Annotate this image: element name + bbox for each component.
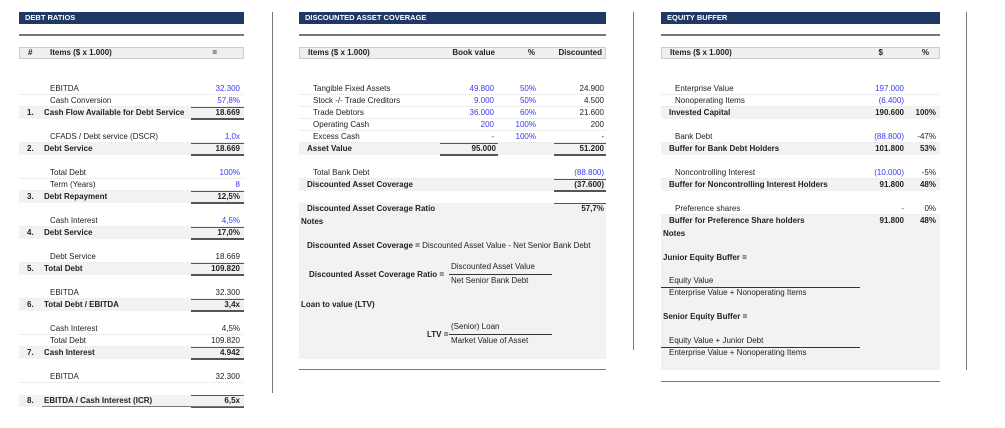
discounted-value: 200 (590, 120, 604, 129)
usd-value: 197.000 (875, 84, 904, 93)
dac-formula-text: Discounted Asset Value - Net Senior Bank Debt (422, 241, 591, 250)
table-row (19, 95, 244, 107)
row-value: 6,5x (191, 395, 244, 408)
divider (661, 34, 940, 36)
row-label: Term (Years) (50, 180, 96, 189)
discounted-value: 57,7% (554, 203, 606, 216)
total-row (19, 263, 244, 275)
row-label: Stock -/- Trade Creditors (313, 96, 401, 105)
table-row (19, 335, 244, 347)
column-header-row (19, 47, 244, 59)
divider (661, 381, 940, 382)
row-value: 32.300 (215, 372, 240, 381)
discounted-value: - (601, 132, 604, 141)
discounted-value: (88.800) (574, 168, 604, 177)
row-label: Buffer for Bank Debt Holders (669, 144, 780, 153)
total-row (19, 191, 244, 203)
junior-label: Junior Equity Buffer = (663, 253, 747, 262)
pct-value: 50% (519, 84, 536, 93)
spacer (19, 383, 244, 395)
table-row (661, 203, 940, 215)
row-number: 6. (27, 300, 34, 309)
table-row (661, 95, 940, 107)
book-value: - (491, 132, 494, 141)
ltv-label: LTV = (427, 330, 449, 339)
usd-value: 91.800 (879, 180, 904, 189)
col-usd: $ (878, 48, 883, 57)
divider (299, 369, 606, 370)
ltv-denominator: Market Value of Asset (451, 336, 529, 345)
pct-value: 60% (519, 108, 536, 117)
book-value: 9.000 (473, 96, 494, 105)
ratio-numerator: Discounted Asset Value (451, 262, 535, 271)
row-label: CFADS / Debt service (DSCR) (50, 132, 159, 141)
equity-notes (661, 226, 940, 370)
row-label: Total Debt (44, 264, 83, 273)
debt-ratios-title: DEBT RATIOS (19, 12, 244, 24)
total-row (19, 347, 244, 359)
usd-value: 91.800 (879, 216, 904, 225)
junior-numerator: Equity Value (669, 276, 714, 285)
spacer (661, 71, 940, 83)
row-label: Enterprise Value (675, 84, 734, 93)
row-value: 32.300 (215, 288, 240, 297)
spacer (299, 191, 606, 203)
usd-value: - (901, 204, 904, 213)
row-label: Cash Flow Available for Debt Service (44, 108, 185, 117)
row-label: Trade Debtors (313, 108, 364, 117)
ratio-formula-label: Discounted Asset Coverage Ratio = (309, 270, 445, 279)
table-row (299, 107, 606, 119)
dac-formula-label: Discounted Asset Coverage = (307, 241, 420, 250)
notes-title: Notes (663, 229, 686, 238)
total-row (661, 179, 940, 191)
divider (42, 406, 244, 407)
table-row (299, 119, 606, 131)
total-row (661, 107, 940, 119)
spacer (661, 119, 940, 131)
total-row (19, 227, 244, 239)
col-book-value: Book value (452, 48, 495, 57)
row-value: 4,5% (221, 324, 240, 333)
spacer (299, 155, 606, 167)
debt-ratios-panel (19, 12, 244, 412)
col-items: Items ($ x 1.000) (50, 48, 112, 57)
spacer (661, 191, 940, 203)
row-value: 8 (235, 180, 240, 189)
column-separator (272, 12, 273, 393)
row-label: EBITDA (50, 84, 79, 93)
spacer (19, 71, 244, 83)
row-label: Cash Conversion (50, 96, 112, 105)
pct-value: 100% (515, 120, 536, 129)
ltv-title: Loan to value (LTV) (301, 300, 375, 309)
table-row (661, 167, 940, 179)
divider (19, 34, 244, 36)
row-label: Debt Service (50, 252, 96, 261)
row-label: Total Debt (50, 168, 87, 177)
usd-value: (10.000) (874, 168, 904, 177)
row-label: Debt Service (44, 144, 93, 153)
discounted-value: 51.200 (554, 143, 606, 156)
equity-buffer-panel (661, 12, 940, 384)
table-row (19, 131, 244, 143)
book-value: 49.800 (469, 84, 494, 93)
book-value: 95.000 (440, 143, 498, 156)
table-row (299, 167, 606, 179)
discounted-value: 24.900 (579, 84, 604, 93)
total-row (299, 143, 606, 155)
book-value: 36.000 (469, 108, 494, 117)
row-label: Discounted Asset Coverage Ratio (307, 204, 436, 213)
col-items: Items ($ x 1.000) (308, 48, 370, 57)
divider (299, 34, 606, 36)
pct-value: 48% (919, 180, 936, 189)
row-label: Buffer for Preference Share holders (669, 216, 805, 225)
usd-value: (6.400) (878, 96, 904, 105)
book-value: 200 (480, 120, 494, 129)
row-label: Nonoperating Items (675, 96, 745, 105)
row-label: EBITDA (50, 372, 79, 381)
column-separator (966, 12, 967, 370)
senior-label: Senior Equity Buffer = (663, 312, 748, 321)
row-value: 32.300 (215, 84, 240, 93)
row-label: Cash Interest (44, 348, 95, 357)
row-number: 5. (27, 264, 34, 273)
row-value: 3,4x (191, 299, 244, 312)
table-row (661, 83, 940, 95)
pct-value: 0% (924, 204, 936, 213)
pct-value: 48% (919, 216, 936, 225)
pct-value: -5% (921, 168, 936, 177)
row-label: Excess Cash (313, 132, 360, 141)
row-label: Invested Capital (669, 108, 731, 117)
row-label: EBITDA (50, 288, 79, 297)
row-label: Total Debt / EBITDA (44, 300, 119, 309)
spacer (19, 119, 244, 131)
equity-title: EQUITY BUFFER (661, 12, 940, 24)
ratio-denominator: Net Senior Bank Debt (451, 276, 529, 285)
spacer (299, 71, 606, 83)
senior-denominator: Enterprise Value + Nonoperating Items (669, 348, 807, 357)
dac-rows (299, 71, 606, 215)
table-row (19, 251, 244, 263)
row-label: Tangible Fixed Assets (313, 84, 391, 93)
spacer (19, 311, 244, 323)
row-value: 100% (219, 168, 240, 177)
row-label: Buffer for Noncontrolling Interest Holders (669, 180, 828, 189)
pct-value: 50% (519, 96, 536, 105)
spacer (19, 203, 244, 215)
total-row (661, 143, 940, 155)
col-discounted: Discounted (558, 48, 602, 57)
dac-title: DISCOUNTED ASSET COVERAGE (299, 12, 606, 24)
row-label: Cash Interest (50, 324, 98, 333)
junior-denominator: Enterprise Value + Nonoperating Items (669, 288, 807, 297)
row-label: Debt Service (44, 228, 93, 237)
row-value: 4.942 (191, 347, 244, 360)
dac-notes (299, 214, 606, 359)
col-num: # (28, 48, 33, 57)
total-row (19, 107, 244, 119)
row-number: 4. (27, 228, 34, 237)
spacer (19, 275, 244, 287)
row-number: 2. (27, 144, 34, 153)
row-value: 18.669 (191, 143, 244, 156)
usd-value: 190.600 (875, 108, 904, 117)
row-label: Operating Cash (313, 120, 370, 129)
discounted-value: 4.500 (583, 96, 604, 105)
row-value: 109.820 (191, 263, 244, 276)
usd-value: (88.800) (874, 132, 904, 141)
pct-value: 53% (919, 144, 936, 153)
dac-panel (299, 12, 606, 372)
row-label: Bank Debt (675, 132, 713, 141)
table-row (19, 323, 244, 335)
ltv-numerator: (Senior) Loan (451, 322, 500, 331)
row-value: 109.820 (211, 336, 240, 345)
table-row (19, 287, 244, 299)
row-value: 18.669 (215, 252, 240, 261)
table-row (299, 83, 606, 95)
table-row (19, 83, 244, 95)
senior-numerator: Equity Value + Junior Debt (669, 336, 764, 345)
pct-value: 100% (915, 108, 936, 117)
spacer (19, 155, 244, 167)
row-label: Discounted Asset Coverage (307, 180, 413, 189)
row-label: Preference shares (675, 204, 741, 213)
notes-title: Notes (301, 217, 324, 226)
discounted-value: 21.600 (579, 108, 604, 117)
col-pct: % (527, 48, 535, 57)
pct-value: -47% (917, 132, 936, 141)
row-label: Cash Interest (50, 216, 98, 225)
row-value: 18.669 (191, 107, 244, 120)
table-row (19, 215, 244, 227)
row-value: 12,5% (191, 191, 244, 204)
col-items: Items ($ x 1.000) (670, 48, 732, 57)
row-value: 17,0% (191, 227, 244, 240)
dac-formula (307, 241, 590, 250)
spacer (661, 155, 940, 167)
row-label: Noncontrolling Interest (675, 168, 756, 177)
debt-ratios-rows (19, 71, 244, 407)
row-value: 57,8% (217, 96, 240, 105)
row-number: 3. (27, 192, 34, 201)
total-row (19, 143, 244, 155)
total-row (299, 179, 606, 191)
row-label: Total Debt (50, 336, 87, 345)
column-separator (633, 12, 634, 350)
table-row (19, 371, 244, 383)
row-label: EBITDA / Cash Interest (ICR) (44, 396, 153, 405)
table-row (19, 167, 244, 179)
row-number: 1. (27, 108, 34, 117)
spacer (19, 359, 244, 371)
row-number: 7. (27, 348, 34, 357)
table-row (19, 179, 244, 191)
discounted-value: (37.600) (554, 179, 606, 192)
row-label: Asset Value (307, 144, 352, 153)
row-value: 4,5% (221, 216, 240, 225)
table-row (299, 131, 606, 143)
column-header-row (661, 47, 940, 59)
col-pct: % (921, 48, 929, 57)
row-label: Debt Repayment (44, 192, 108, 201)
table-row (299, 95, 606, 107)
row-label: Total Bank Debt (313, 168, 370, 177)
table-row (661, 131, 940, 143)
total-row (19, 299, 244, 311)
fraction-line (449, 334, 552, 335)
usd-value: 101.800 (875, 144, 904, 153)
col-value: = (212, 48, 217, 57)
row-number: 8. (27, 396, 34, 405)
fraction-line (449, 274, 552, 275)
spacer (19, 239, 244, 251)
equity-rows (661, 71, 940, 227)
pct-value: 100% (515, 132, 536, 141)
column-header-row (299, 47, 606, 59)
row-value: 1,0x (224, 132, 240, 141)
